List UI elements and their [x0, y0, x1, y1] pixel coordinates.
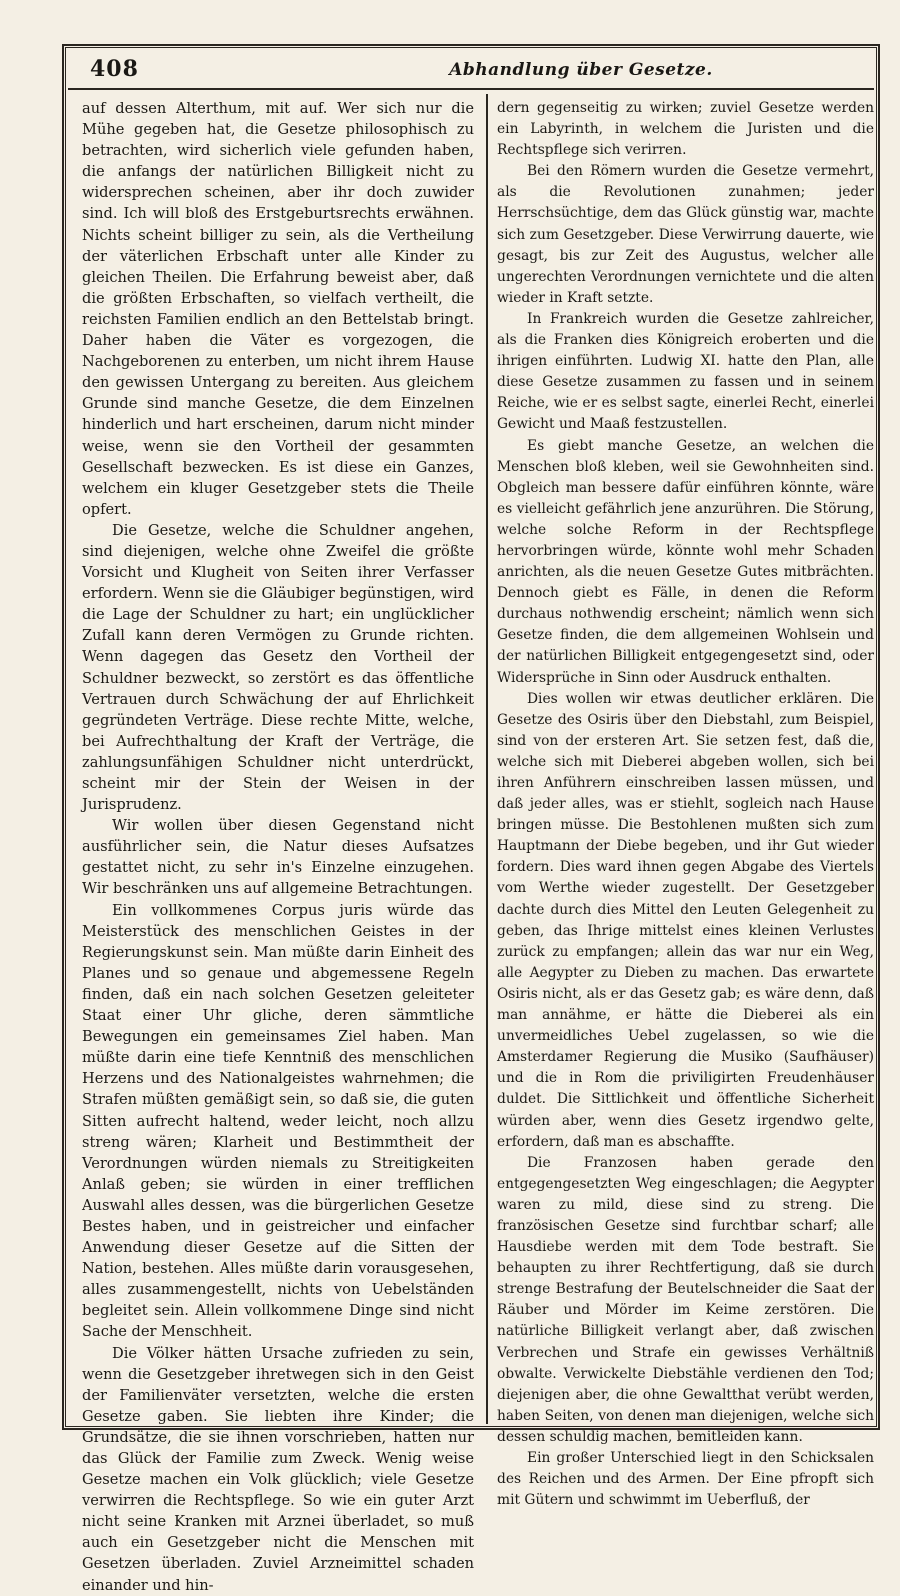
paragraph: dern gegenseitig zu wirken; zuviel Gesetze werden ein Labyrinth, in welchem die Juristen und die Rechtspflege sich verirren. — [497, 100, 874, 159]
paragraph: Die Franzosen haben gerade den entgegengesetzten Weg eingeschlagen; die Aegypter waren zu mild, diese sind zu streng. Die französischen Gesetze sind furchtbar scharf; alle Hausdiebe werden mit dem Tode bestraft. Sie behaupten zu ihrer Rechtfertigung, daß sie durch strenge Bestrafung der Beutelschneider die Saat der Räuber und Mörder im Keime zerstören. Die natürliche Billigkeit verlangt aber, daß zwischen Verbrechen und Strafe ein gewisses Verhältniß obwalte. Verwickelte Diebstähle verdienen den Tod; diejenigen aber, die ohne Gewaltthat verübt werden, haben Seiten, von denen man diejenigen, welche sich dessen schuldig machen, bemitleiden kann. — [497, 1154, 874, 1445]
page-header — [68, 56, 874, 90]
paragraph: auf dessen Alterthum, mit auf. Wer sich nur die Mühe gegeben hat, die Gesetze philosophisch zu betrachten, wird sicherlich viele gefunden haben, die anfangs der natürlichen Billigkeit nicht zu widersprechen scheinen, aber ihr doch zuwider sind. Ich will bloß des Erstgeburtsrechts erwähnen. Nichts scheint billiger zu sein, als die Vertheilung der väterlichen Erbschaft unter alle Kinder zu gleichen Theilen. Die Erfahrung beweist aber, daß die größten Erbschaften, so vielfach vertheilt, die reichsten Familien endlich an den Bettelstab bringt. Daher haben die Väter es vorgezogen, die Nachgeborenen zu enterben, um nicht ihrem Hause den gewissen Untergang zu bereiten. Aus gleichem Grunde sind manche Gesetze, die dem Einzelnen hinderlich und hart erscheinen, darum nicht minder weise, wenn sie den Vortheil der gesammten Gesellschaft bezwecken. Es ist diese ein Ganzes, welchem ein kluger Gesetzgeber stets die Theile opfert. — [82, 100, 474, 518]
running-title: Abhandlung über Gesetze. — [449, 60, 713, 80]
book-page — [62, 44, 880, 1594]
page-number: 408 — [90, 56, 139, 82]
paragraph: Dies wollen wir etwas deutlicher erklären. Die Gesetze des Osiris über den Diebstahl, zum Beispiel, sind von der ersteren Art. Sie setzen fest, daß die, welche sich mit Dieberei abgeben wollen, sich bei ihren Anführern einschreiben lassen müssen, und daß jeder alles, was er stiehlt, sogleich nach Hause bringen müsse. Die Bestohlenen mußten sich zum Hauptmann der Diebe begeben, und ihr Gut wieder fordern. Dies ward ihnen gegen Abgabe des Viertels vom Werthe wieder zugestellt. Der Gesetzgeber dachte durch dies Mittel den Leuten Gelegenheit zu geben, das Ihrige mittelst eines kleinen Verlustes zurück zu empfangen; allein das war nur ein Weg, alle Aegypter zu Dieben zu machen. Das erwartete Osiris nicht, als er das Gesetz gab; es wäre denn, daß man annähme, er hätte die Dieberei als ein unvermeidliches Uebel zugelassen, so wie die Amsterdamer Regierung die Musiko (Saufhäuser) und die in Rom die priviligirten Freudenhäuser duldet. Die Sittlichkeit und öffentliche Sicherheit würden aber, wenn dies Gesetz irgendwo gelte, erfordern, daß man es abschaffte. — [497, 690, 874, 1150]
column-divider — [486, 94, 488, 1424]
paragraph: Die Völker hätten Ursache zufrieden zu sein, wenn die Gesetzgeber ihretwegen sich in den Geist der Familienväter versetzten, welche die ersten Gesetze gaben. Sie liebten ihre Kinder; die Grundsätze, die sie ihnen vorschrieben, hatten nur das Glück der Familie zum Zweck. Wenig weise Gesetze machen ein Volk glücklich; viele Gesetze verwirren die Rechtspflege. So wie ein guter Arzt nicht seine Kranken mit Arznei überladet, so muß auch ein Gesetzgeber nicht die Menschen mit Gesetzen überladen. Zuviel Arzneimittel schaden einander und hin- — [82, 1344, 474, 1594]
paragraph: Ein großer Unterschied liegt in den Schicksalen des Reichen und des Armen. Der Eine pfropft sich mit Gütern und schwimmt im Ueberfluß, der — [497, 1450, 874, 1509]
left-column — [82, 98, 474, 1594]
paragraph: Ein vollkommenes Corpus juris würde das Meisterstück des menschlichen Geistes in der Regierungskunst sein. Man müßte darin Einheit des Planes und so genaue und abgemessene Regeln finden, daß ein nach solchen Gesetzen geleiteter Staat einer Uhr gliche, deren sämmtliche Bewegungen ein gemeinsames Ziel haben. Man müßte darin eine tiefe Kenntniß des menschlichen Herzens und des Nationalgeistes wahrnehmen; die Strafen müßten gemäßigt sein, so daß sie, die guten Sitten aufrecht haltend, weder leicht, noch allzu streng wären; Klarheit und Bestimmtheit der Verordnungen würden niemals zu Streitigkeiten Anlaß geben; sie würden in einer trefflichen Auswahl alles dessen, was die bürgerlichen Gesetze Bestes haben, und in geistreicher und einfacher Anwendung dieser Gesetze auf die Sitten der Nation, bestehen. Alles müßte darin vorausgesehen, alles zusammengestellt, nichts von Uebelständen begleitet sein. Allein vollkommene Dinge sind nicht Sache der Menschheit. — [82, 901, 474, 1341]
paragraph: Die Gesetze, welche die Schuldner angehen, sind diejenigen, welche ohne Zweifel die größte Vorsicht und Klugheit von Seiten ihrer Verfasser erfordern. Wenn sie die Gläubiger begünstigen, wird die Lage der Schuldner zu hart; ein unglücklicher Zufall kann deren Vermögen zu Grunde richten. Wenn dagegen das Gesetz den Vortheil der Schuldner bezweckt, so zerstört es das öffentliche Vertrauen durch Schwächung der auf Ehrlichkeit gegründeten Verträge. Diese rechte Mitte, welche, bei Aufrechthaltung der Kraft der Verträge, die zahlungsunfähigen Schuldner nicht unterdrückt, scheint mir der Stein der Weisen in der Jurisprudenz. — [82, 521, 474, 814]
paragraph: Bei den Römern wurden die Gesetze vermehrt, als die Revolutionen zunahmen; jeder Herrschsüchtige, dem das Glück günstig war, machte sich zum Gesetzgeber. Diese Verwirrung dauerte, wie gesagt, bis zur Zeit des Augustus, welcher alle ungerechten Verordnungen vernichtete und die alten wieder in Kraft setzte. — [497, 163, 874, 306]
paragraph: In Frankreich wurden die Gesetze zahlreicher, als die Franken dies Königreich eroberten und die ihrigen einführten. Ludwig XI. hatte den Plan, alle diese Gesetze zusammen zu fassen und in seinem Reiche, wie er es selbst sagte, einerlei Recht, einerlei Gewicht und Maaß festzustellen. — [497, 310, 874, 433]
paragraph: Es giebt manche Gesetze, an welchen die Menschen bloß kleben, weil sie Gewohnheiten sind. Obgleich man bessere dafür einführen könnte, wäre es vielleicht gefährlich jene anzurühren. Die Störung, welche solche Reform in der Rechtspflege hervorbringen würde, könnte wohl mehr Schaden anrichten, als die neuen Gesetze Gutes mitbrächten. Dennoch giebt es Fälle, in denen die Reform durchaus nothwendig erscheint; nämlich wenn sich Gesetze finden, die dem allgemeinen Wohlsein und der natürlichen Billigkeit entgegengesetzt sind, oder Widersprüche in Sinn oder Ausdruck enthalten. — [497, 437, 874, 686]
right-column — [497, 98, 874, 1509]
paragraph: Wir wollen über diesen Gegenstand nicht ausführlicher sein, die Natur dieses Aufsatzes gestattet nicht, zu sehr in's Einzelne einzugehen. Wir beschränken uns auf allgemeine Betrachtungen. — [82, 817, 474, 898]
